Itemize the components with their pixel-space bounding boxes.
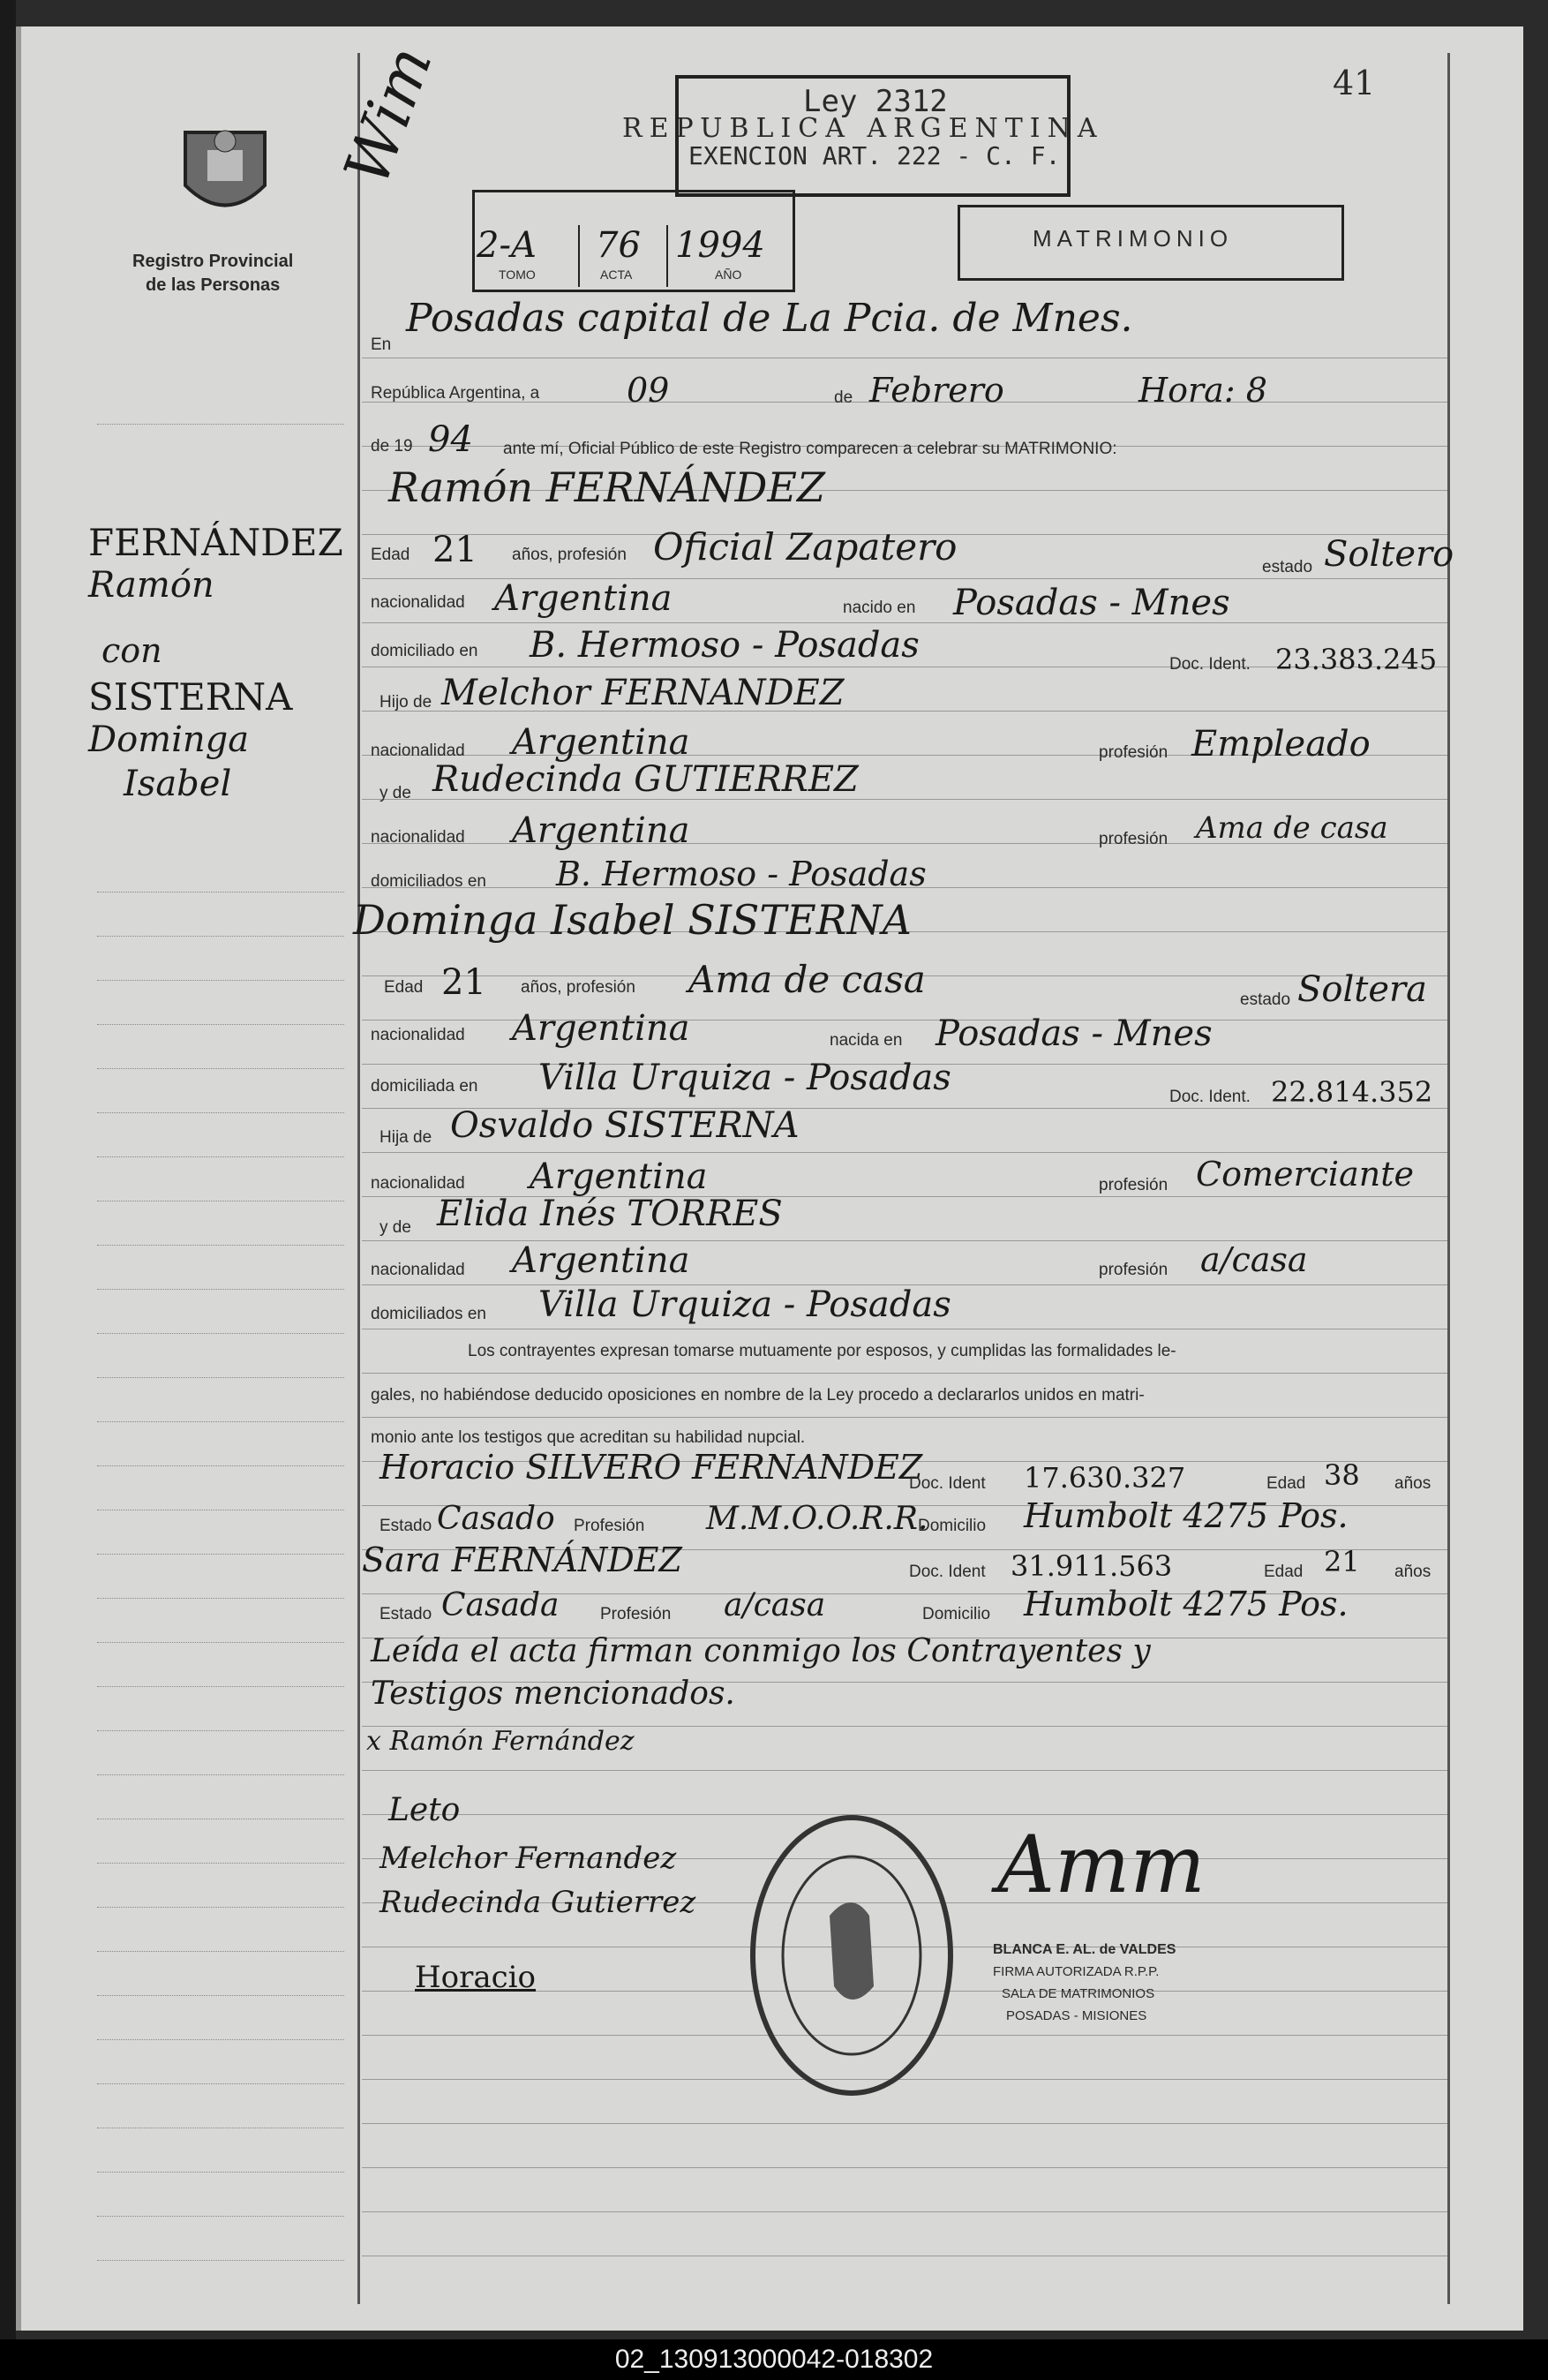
official-office: SALA DE MATRIMONIOS (1002, 1986, 1155, 2001)
witness1-doc: 17.630.327 (1024, 1461, 1186, 1495)
ruled-line (362, 2167, 1447, 2168)
witness1-doc-label: Doc. Ident (909, 1474, 986, 1493)
groom-estado: Soltero (1324, 534, 1454, 575)
signature-bride: Leto (388, 1792, 461, 1828)
bride-father: Osvaldo SISTERNA (450, 1105, 800, 1146)
groom-mother-nat-label: nacionalidad (371, 828, 465, 847)
witness1-estado: Casado (437, 1501, 555, 1537)
groom-profession: Oficial Zapatero (653, 525, 958, 569)
groom-estado-label: estado (1262, 558, 1313, 576)
page-number: 41 (1333, 64, 1376, 102)
margin-ruled-line (97, 1995, 344, 1996)
registry-name-line2: de las Personas (146, 275, 281, 295)
bride-born: Posadas - Mnes (936, 1013, 1213, 1054)
margin-surname-groom: FERNÁNDEZ (88, 521, 343, 564)
ruled-line (362, 1373, 1447, 1374)
witness1-prof-label: Profesión (574, 1517, 645, 1535)
coat-of-arms-icon (168, 115, 282, 230)
groom-nationality: Argentina (494, 578, 673, 619)
bride-nac-label: nacionalidad (371, 1026, 465, 1044)
groom-hijo-label: Hijo de (379, 693, 432, 712)
witness1-anos-label: años (1394, 1474, 1432, 1493)
margin-ruled-line (97, 2216, 344, 2217)
groom-name: Ramón FERNÁNDEZ (388, 463, 825, 511)
signature-mother: Rudecinda Gutierrez (379, 1885, 696, 1920)
closing-line1: Leída el acta firman conmigo los Contrayentes y (371, 1633, 1151, 1669)
witness1-name: Horacio SILVERO FERNANDEZ (379, 1448, 923, 1487)
groom-dom-label: domiciliado en (371, 642, 478, 660)
year-prefix: de 19 (371, 437, 413, 456)
bride-mother-prof-label: profesión (1099, 1261, 1169, 1279)
ruled-line (362, 2123, 1447, 2124)
witness1-domicile: Humbolt 4275 Pos. (1024, 1496, 1349, 1535)
bride-father-nat: Argentina (530, 1156, 708, 1197)
witness2-doc-label: Doc. Ident (909, 1563, 986, 1581)
divider (666, 225, 668, 287)
groom-edad-label: Edad (371, 546, 410, 564)
ruled-line (362, 622, 1447, 623)
margin-ruled-line (97, 2039, 344, 2040)
bride-domicile: Villa Urquiza - Posadas (538, 1058, 951, 1098)
witness1-dom-label: Domicilio (918, 1517, 987, 1535)
groom-father-nat-label: nacionalidad (371, 742, 465, 760)
registry-name-line1: Registro Provincial (132, 252, 294, 271)
witness2-doc: 31.911.563 (1011, 1549, 1173, 1583)
groom-doc-label: Doc. Ident. (1169, 655, 1251, 674)
margin-ruled-line (97, 1863, 344, 1864)
groom-mother-prof: Ama de casa (1196, 810, 1388, 846)
official-signature: Amm (997, 1819, 1206, 1911)
witness2-age: 21 (1324, 1545, 1360, 1578)
groom-nac-label: nacionalidad (371, 593, 465, 612)
bride-father-prof: Comerciante (1196, 1155, 1414, 1194)
bride-doc-label: Doc. Ident. (1169, 1088, 1251, 1106)
bride-parents-dom: Villa Urquiza - Posadas (538, 1284, 951, 1325)
margin-ruled-line (97, 1907, 344, 1908)
bride-name: Dominga Isabel SISTERNA (353, 896, 912, 944)
bride-mother-prof: a/casa (1200, 1240, 1308, 1279)
margin-rule (97, 424, 344, 425)
tomo-label: TOMO (499, 267, 536, 282)
margin-ruled-line (97, 1774, 344, 1775)
official-city: POSADAS - MISIONES (1006, 2008, 1147, 2023)
witness2-estado-label: Estado (379, 1605, 432, 1623)
groom-born-label: nacido en (843, 599, 916, 617)
witness1-estado-label: Estado (379, 1517, 432, 1535)
bride-mother-nat-label: nacionalidad (371, 1261, 465, 1279)
intro-text: ante mí, Oficial Público de este Registro comparecen a celebrar su MATRIMONIO: (503, 440, 1117, 458)
groom-father-prof-label: profesión (1099, 743, 1169, 762)
margin-name-bride2: Isabel (124, 764, 232, 804)
margin-ruled-line (97, 2172, 344, 2173)
ruled-line (362, 1770, 1447, 1771)
margin-ruled-line (97, 1421, 344, 1422)
margin-ruled-line (97, 936, 344, 937)
republic-label: República Argentina, a (371, 384, 540, 403)
margin-ruled-line (97, 1598, 344, 1599)
de-label: de (834, 388, 853, 407)
ano-value: 1994 (675, 225, 765, 266)
bride-estado: Soltera (1297, 969, 1427, 1010)
margin-ruled-line (97, 1377, 344, 1378)
witness2-profession: a/casa (724, 1587, 826, 1623)
groom-mother-prof-label: profesión (1099, 830, 1169, 848)
right-border-line (1447, 53, 1450, 2304)
stamp-law: Ley 2312 (803, 84, 948, 119)
margin-ruled-line (97, 1289, 344, 1290)
groom-father-prof: Empleado (1191, 724, 1371, 764)
book-spine (0, 0, 16, 2380)
margin-ruled-line (97, 1333, 344, 1334)
margin-ruled-line (97, 1112, 344, 1113)
margin-name-groom: Ramón (88, 565, 214, 606)
witness2-edad-label: Edad (1264, 1563, 1304, 1581)
margin-con: con (101, 631, 162, 670)
groom-mother-nat: Argentina (512, 810, 690, 851)
bride-edad-label: Edad (384, 978, 424, 997)
hour: Hora: 8 (1138, 371, 1267, 410)
margin-ruled-line (97, 1245, 344, 1246)
margin-name-bride1: Dominga (88, 719, 250, 760)
groom-anos-prof-label: años, profesión (512, 546, 627, 564)
bride-mother: Elida Inés TORRES (437, 1194, 783, 1234)
witness1-profession: M.M.O.O.R.R. (706, 1501, 928, 1537)
witness1-edad-label: Edad (1266, 1474, 1306, 1493)
bride-father-nat-label: nacionalidad (371, 1174, 465, 1193)
margin-ruled-line (97, 980, 344, 981)
stamp-exemption: EXENCION ART. 222 - C. F. (688, 141, 1061, 170)
bride-born-label: nacida en (830, 1031, 903, 1050)
image-id-footer: 02_130913000042-018302 (0, 2339, 1548, 2380)
signature-scrawl-top: Wim (329, 37, 447, 194)
witness2-estado: Casada (441, 1587, 560, 1623)
year: 94 (428, 419, 473, 460)
margin-ruled-line (97, 1730, 344, 1731)
margin-line (357, 53, 360, 2304)
witness2-name: Sara FERNÁNDEZ (362, 1540, 682, 1579)
divider (578, 225, 580, 287)
bride-mother-nat: Argentina (512, 1240, 690, 1281)
witness2-prof-label: Profesión (600, 1605, 672, 1623)
republic-title: REPUBLICA ARGENTINA (622, 113, 1104, 144)
groom-yde-label: y de (379, 784, 411, 802)
witness2-domicile: Humbolt 4275 Pos. (1024, 1585, 1349, 1623)
groom-age: 21 (432, 530, 477, 570)
bride-hija-label: Hija de (379, 1128, 432, 1147)
signature-witness: Horacio (415, 1960, 537, 1995)
bride-dom-label: domiciliada en (371, 1077, 478, 1096)
witness1-age: 38 (1324, 1458, 1360, 1492)
matrimonio-title: MATRIMONIO (1033, 225, 1234, 252)
bride-nationality: Argentina (512, 1008, 690, 1049)
ruled-line (362, 2211, 1447, 2212)
ruled-line (362, 1417, 1447, 1418)
bride-yde-label: y de (379, 1218, 411, 1237)
bride-doc: 22.814.352 (1271, 1075, 1433, 1109)
groom-parents-dom: B. Hermoso - Posadas (556, 855, 927, 893)
en-label: En (371, 335, 392, 354)
bride-anos-prof-label: años, profesión (521, 978, 635, 997)
bride-estado-label: estado (1240, 990, 1291, 1009)
witness2-dom-label: Domicilio (922, 1605, 991, 1623)
closing-line2: Testigos mencionados. (371, 1676, 735, 1712)
margin-surname-bride: SISTERNA (88, 675, 293, 719)
margin-ruled-line (97, 1686, 344, 1687)
place: Posadas capital de La Pcia. de Mnes. (406, 296, 1133, 341)
declaration-line1: Los contrayentes expresan tomarse mutuamente por esposos, y cumplidas las formalidades le- (468, 1342, 1176, 1360)
declaration-line3: monio ante los testigos que acreditan su habilidad nupcial. (371, 1428, 806, 1447)
ruled-line (362, 1152, 1447, 1153)
acta-label: ACTA (600, 267, 633, 282)
groom-domicile: B. Hermoso - Posadas (530, 625, 920, 666)
margin-ruled-line (97, 2083, 344, 2084)
groom-father-nat: Argentina (512, 722, 690, 763)
margin-ruled-line (97, 1068, 344, 1069)
declaration-line2: gales, no habiéndose deducido oposiciones en nombre de la Ley procedo a declararlos unidos en matri- (371, 1386, 1145, 1405)
signature-father: Melchor Fernandez (379, 1841, 677, 1876)
margin-ruled-line (97, 1642, 344, 1643)
official-title: FIRMA AUTORIZADA R.P.P. (993, 1964, 1160, 1979)
month: Febrero (869, 371, 1004, 410)
ano-label: AÑO (715, 267, 742, 282)
bride-parents-dom-label: domiciliados en (371, 1305, 486, 1323)
margin-ruled-line (97, 2260, 344, 2261)
margin-ruled-line (97, 1554, 344, 1555)
official-name: BLANCA E. AL. de VALDES (993, 1942, 1176, 1957)
margin-ruled-line (97, 1156, 344, 1157)
tomo-value: 2-A (477, 225, 537, 266)
witness2-anos-label: años (1394, 1563, 1432, 1581)
day: 09 (627, 371, 670, 410)
groom-doc: 23.383.245 (1275, 643, 1438, 676)
official-seal (746, 1810, 958, 2101)
margin-ruled-line (97, 1024, 344, 1025)
bride-father-prof-label: profesión (1099, 1176, 1169, 1194)
signature-groom: x Ramón Fernández (366, 1726, 635, 1757)
bride-age: 21 (441, 962, 486, 1003)
groom-mother: Rudecinda GUTIERREZ (432, 759, 859, 800)
groom-father: Melchor FERNANDEZ (441, 673, 845, 713)
bride-profession: Ama de casa (688, 958, 926, 1001)
groom-parents-dom-label: domiciliados en (371, 872, 486, 891)
margin-ruled-line (97, 1951, 344, 1952)
margin-ruled-line (97, 1465, 344, 1466)
acta-value: 76 (596, 225, 641, 266)
groom-born: Posadas - Mnes (953, 583, 1230, 623)
